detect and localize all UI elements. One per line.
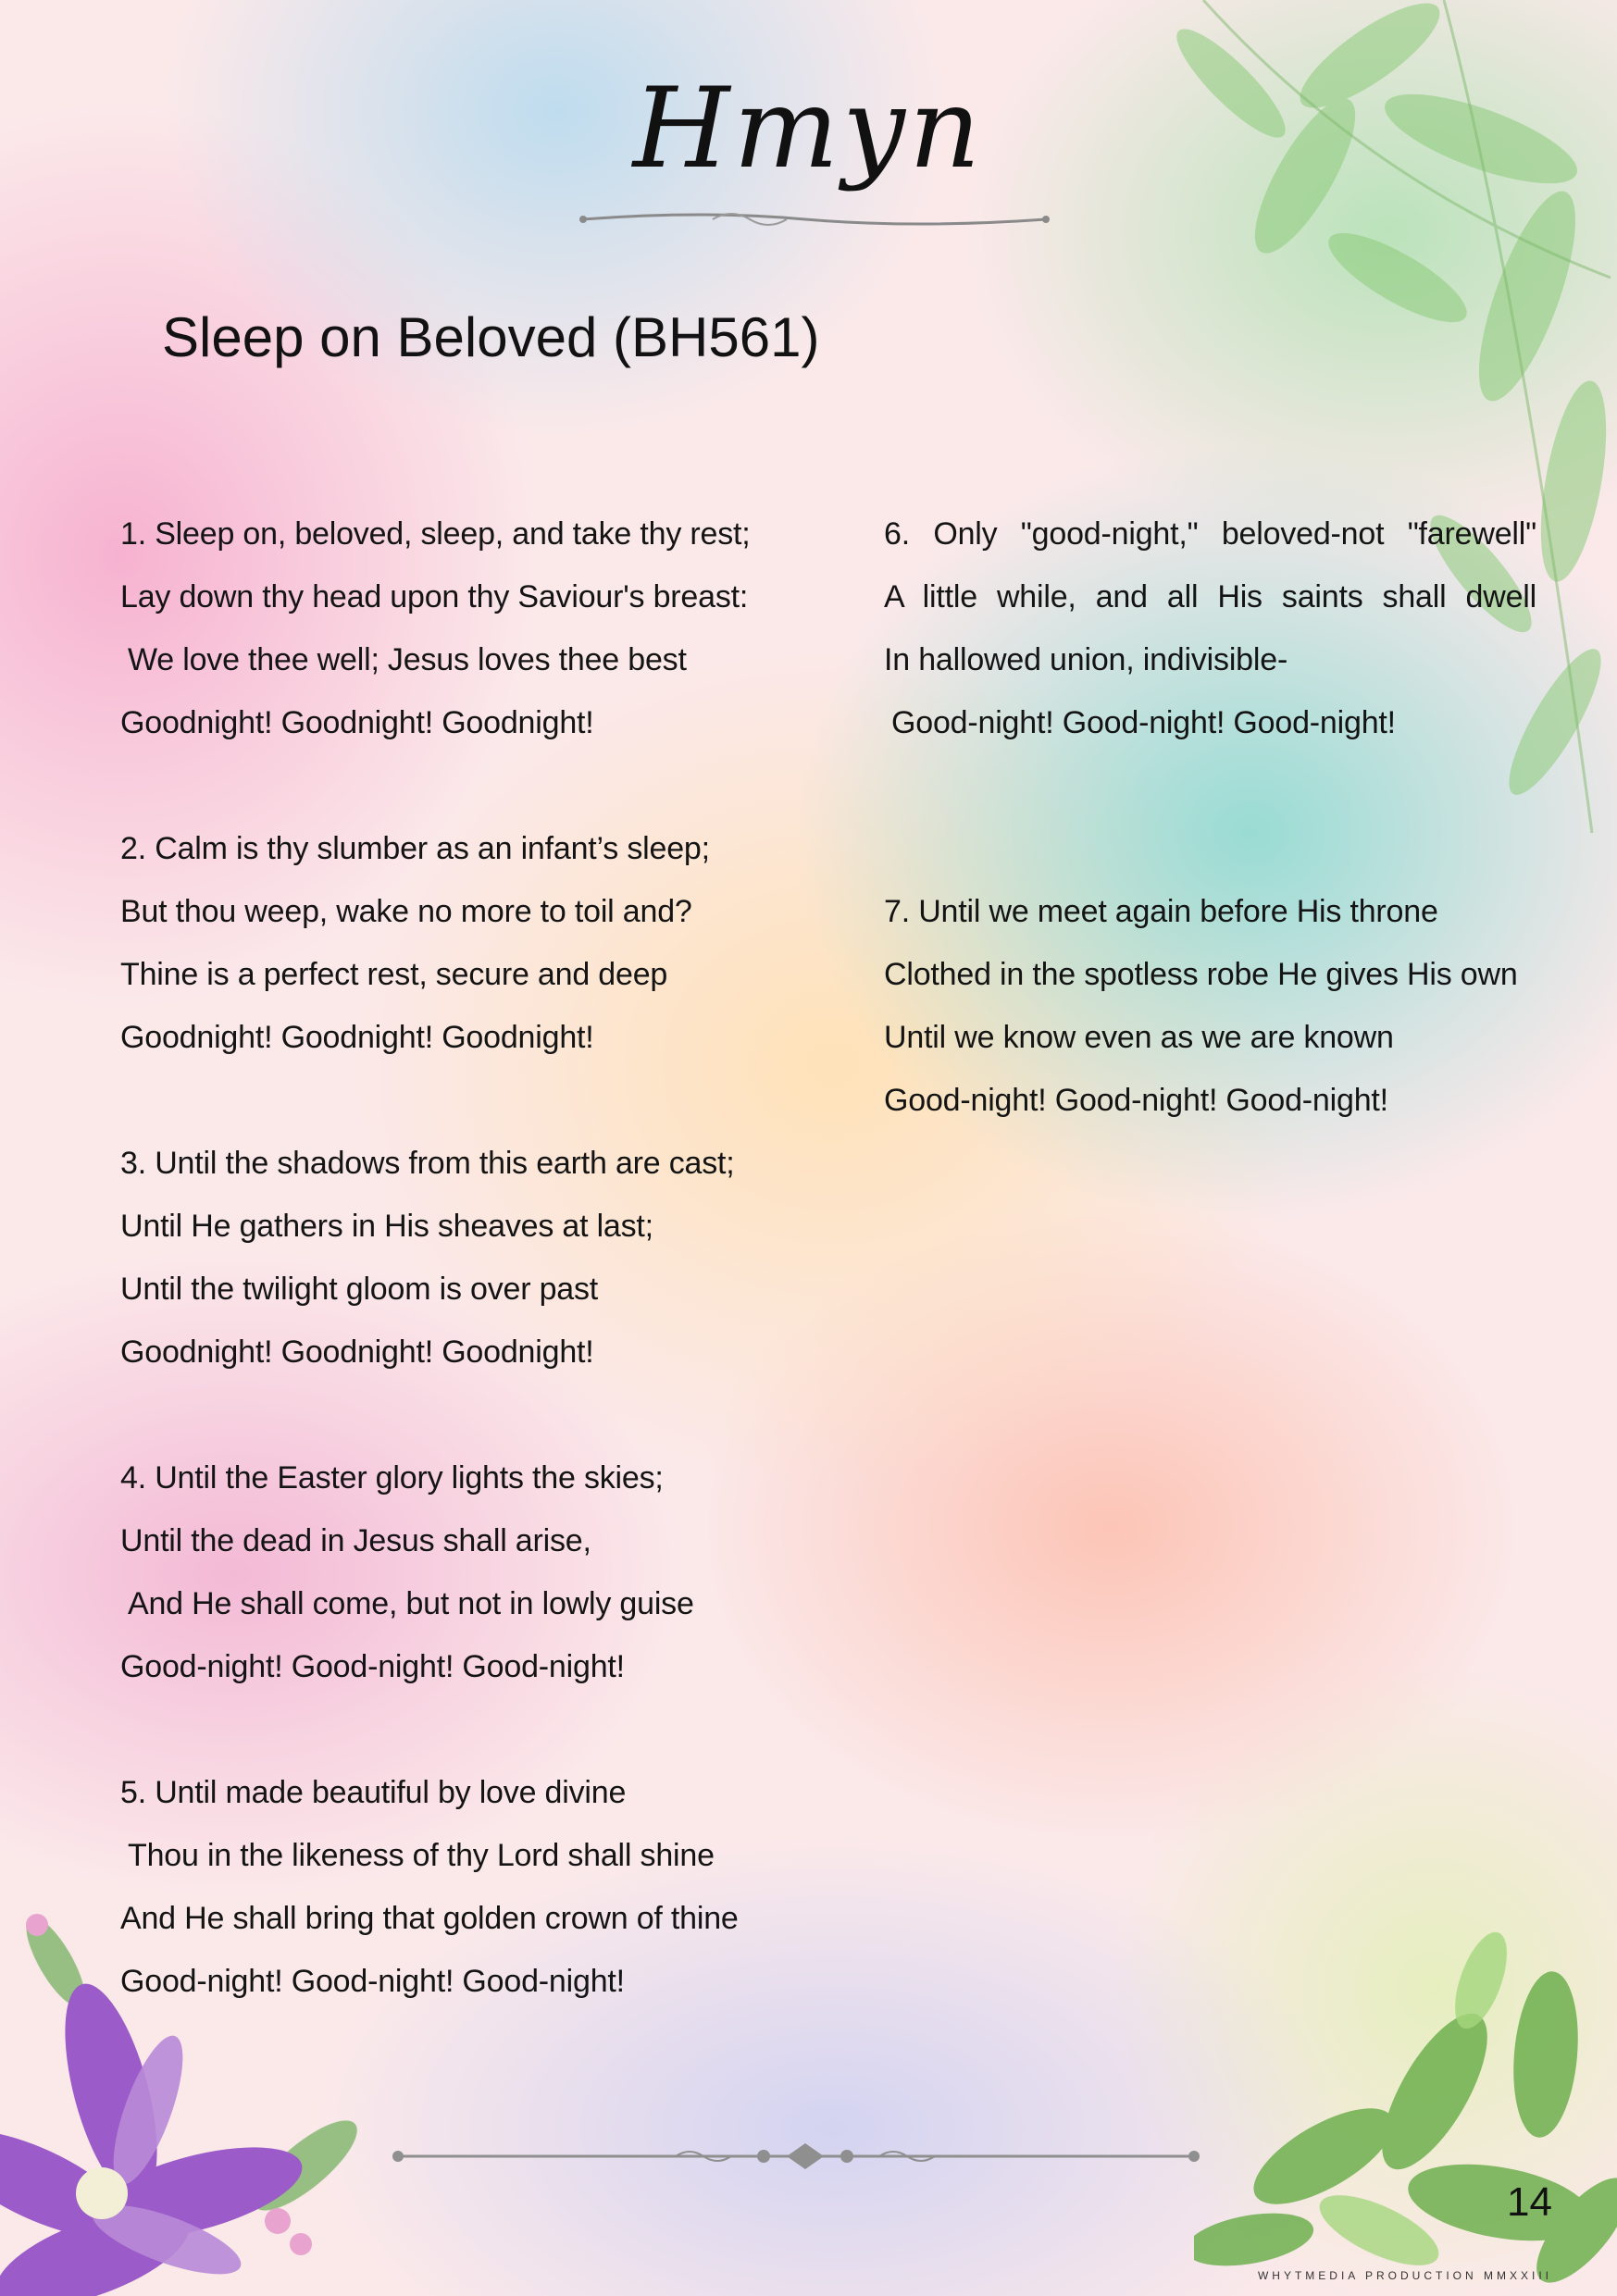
lyric-line: 2. Calm is thy slumber as an infant’s sleep;	[120, 831, 710, 866]
lyric-line: But thou weep, wake no more to toil and?	[120, 894, 692, 929]
lyric-line: Goodnight! Goodnight! Goodnight!	[120, 1020, 594, 1055]
leaves-bottom-right-illustration	[1194, 1925, 1617, 2296]
lyric-line: Until the dead in Jesus shall arise,	[120, 1523, 591, 1558]
lyric-line: Until He gathers in His sheaves at last;	[120, 1209, 653, 1244]
hymn-title: Sleep on Beloved (BH561)	[162, 306, 820, 368]
ornamental-divider-bottom-icon	[389, 2138, 1203, 2175]
ornamental-divider-icon	[574, 205, 1055, 233]
lyric-line: Thou in the likeness of thy Lord shall shine	[128, 1838, 715, 1873]
lyric-line: Goodnight! Goodnight! Goodnight!	[120, 705, 594, 740]
stanza-5	[120, 1761, 805, 2013]
lyric-line: Good-night! Good-night! Good-night!	[891, 705, 1396, 740]
lyric-line: 4. Until the Easter glory lights the skies;	[120, 1460, 664, 1496]
lyrics-column-right	[884, 503, 1536, 1195]
page-number: 14	[1507, 2179, 1552, 2225]
lyric-line: 3. Until the shadows from this earth are cast;	[120, 1146, 735, 1181]
lyric-line: 1. Sleep on, beloved, sleep, and take thy rest;	[120, 516, 751, 552]
footer-credit: WHYTMEDIA PRODUCTION MMXXIII	[1257, 2269, 1552, 2282]
stanza-7	[884, 880, 1536, 1132]
stanza-6	[884, 503, 1536, 754]
script-heading: Hmyn	[632, 65, 985, 193]
stanza-4	[120, 1446, 805, 1698]
lyric-line: A little while, and all His saints shall dwell	[884, 579, 1536, 614]
lyric-line: And He shall come, but not in lowly guise	[128, 1586, 694, 1621]
lyrics-column-left	[120, 503, 805, 2076]
lyric-line: We love thee well; Jesus loves thee best	[128, 642, 687, 677]
lyric-line: 6. Only "good-night," beloved-not "farewell"	[884, 516, 1536, 552]
lyric-line: Good-night! Good-night! Good-night!	[884, 1083, 1388, 1118]
lyric-line: In hallowed union, indivisible-	[884, 642, 1288, 677]
stanza-3	[120, 1132, 805, 1384]
lyric-line: Until we know even as we are known	[884, 1020, 1394, 1055]
lyric-line: Until the twilight gloom is over past	[120, 1272, 599, 1307]
lyric-line: Good-night! Good-night! Good-night!	[120, 1964, 625, 1999]
stanza-1	[120, 503, 805, 754]
lyric-line: Goodnight! Goodnight! Goodnight!	[120, 1334, 594, 1370]
stanza-2	[120, 817, 805, 1069]
lyric-line: 7. Until we meet again before His throne	[884, 894, 1438, 929]
lyric-line: 5. Until made beautiful by love divine	[120, 1775, 627, 1810]
lyric-line: And He shall bring that golden crown of thine	[120, 1901, 739, 1936]
lyric-line: Clothed in the spotless robe He gives His own	[884, 957, 1518, 992]
lyric-line: Good-night! Good-night! Good-night!	[120, 1649, 625, 1684]
lyric-line: Lay down thy head upon thy Saviour's breast:	[120, 579, 749, 614]
lyric-line: Thine is a perfect rest, secure and deep	[120, 957, 668, 992]
